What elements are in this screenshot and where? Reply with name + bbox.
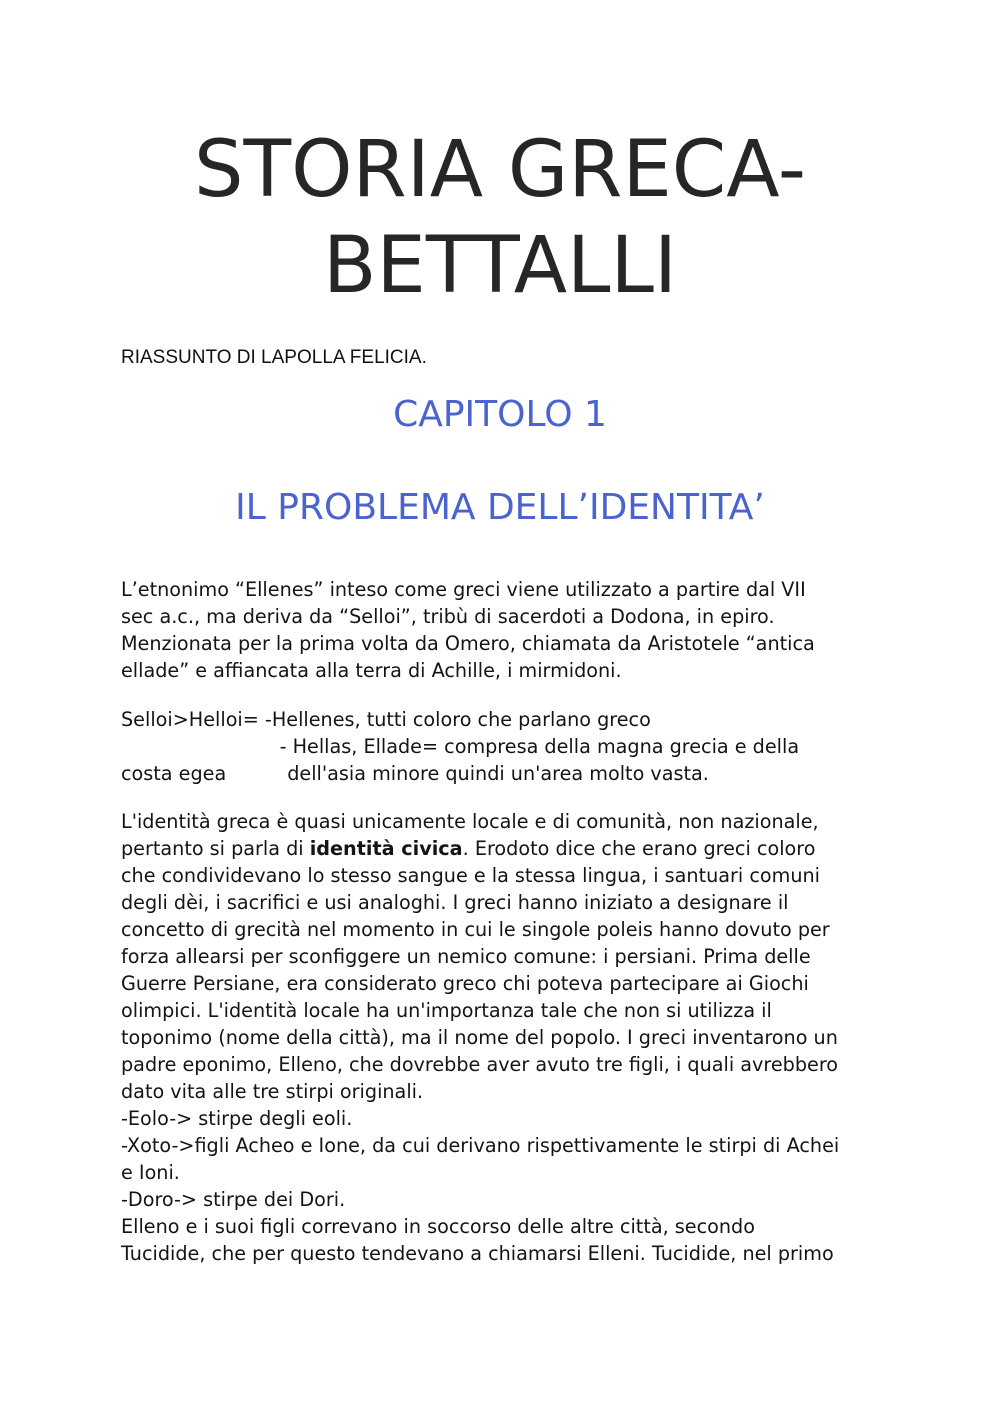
list-item-doro: -Doro-> stirpe dei Dori. xyxy=(121,1188,346,1211)
document-subtitle: RIASSUNTO DI LAPOLLA FELICIA. xyxy=(121,347,427,368)
paragraph-line: Tucidide, che per questo tendevano a chiamarsi Elleni. Tucidide, nel primo xyxy=(121,1242,834,1265)
paragraph-line: Elleno e i suoi figli correvano in soccorso delle altre città, secondo xyxy=(121,1215,755,1238)
list-item-xoto-cont: e Ioni. xyxy=(121,1161,180,1184)
paragraph-line xyxy=(121,835,891,862)
list-item-eolo: -Eolo-> stirpe degli eoli. xyxy=(121,1107,353,1130)
title-line-1: STORIA GRECA- xyxy=(193,125,807,215)
title-line-2: BETTALLI xyxy=(323,221,677,311)
paragraph-line: toponimo (nome della città), ma il nome del popolo. I greci inventarono un xyxy=(121,1026,838,1049)
paragraph-2 xyxy=(121,706,891,787)
paragraph-line: sec a.c., ma deriva da “Selloi”, tribù di sacerdoti a Dodona, in epiro. xyxy=(121,605,775,628)
paragraph-line: L'identità greca è quasi unicamente locale e di comunità, non nazionale, xyxy=(121,810,819,833)
paragraph-line: forza allearsi per sconfiggere un nemico comune: i persiani. Prima delle xyxy=(121,945,811,968)
paragraph-line: Menzionata per la prima volta da Omero, chiamata da Aristotele “antica xyxy=(121,632,815,655)
paragraph-1 xyxy=(121,576,891,684)
paragraph-line: dato vita alle tre stirpi originali. xyxy=(121,1080,424,1103)
paragraph-line: - Hellas, Ellade= compresa della magna grecia e della xyxy=(121,735,800,758)
paragraph-line: L’etnonimo “Ellenes” inteso come greci viene utilizzato a partire dal VII xyxy=(121,578,806,601)
paragraph-line: degli dèi, i sacrifici e usi analoghi. I greci hanno iniziato a designare il xyxy=(121,891,789,914)
text-run: . Erodoto dice che erano greci coloro xyxy=(462,837,816,860)
paragraph-line: padre eponimo, Elleno, che dovrebbe aver avuto tre figli, i quali avrebbero xyxy=(121,1053,839,1076)
paragraph-line: concetto di grecità nel momento in cui le singole poleis hanno dovuto per xyxy=(121,918,830,941)
chapter-number: CAPITOLO 1 xyxy=(393,394,607,435)
paragraph-line: che condividevano lo stesso sangue e la stessa lingua, i santuari comuni xyxy=(121,864,820,887)
paragraph-line: Guerre Persiane, era considerato greco chi poteva partecipare ai Giochi xyxy=(121,972,809,995)
paragraph-line: olimpici. L'identità locale ha un'importanza tale che non si utilizza il xyxy=(121,999,772,1022)
text-run: pertanto si parla di xyxy=(121,837,310,860)
bold-term: identità civica xyxy=(309,837,463,860)
paragraph-line: Selloi>Helloi= -Hellenes, tutti coloro che parlano greco xyxy=(121,708,651,731)
paragraph-3 xyxy=(121,808,891,1267)
paragraph-line: costa egea dell'asia minore quindi un'area molto vasta. xyxy=(121,762,709,785)
paragraph-line: ellade” e affiancata alla terra di Achille, i mirmidoni. xyxy=(121,659,622,682)
list-item-xoto: -Xoto->figli Acheo e Ione, da cui derivano rispettivamente le stirpi di Achei xyxy=(121,1134,840,1157)
document-title xyxy=(0,122,1000,314)
chapter-title: IL PROBLEMA DELL’IDENTITA’ xyxy=(235,487,765,528)
